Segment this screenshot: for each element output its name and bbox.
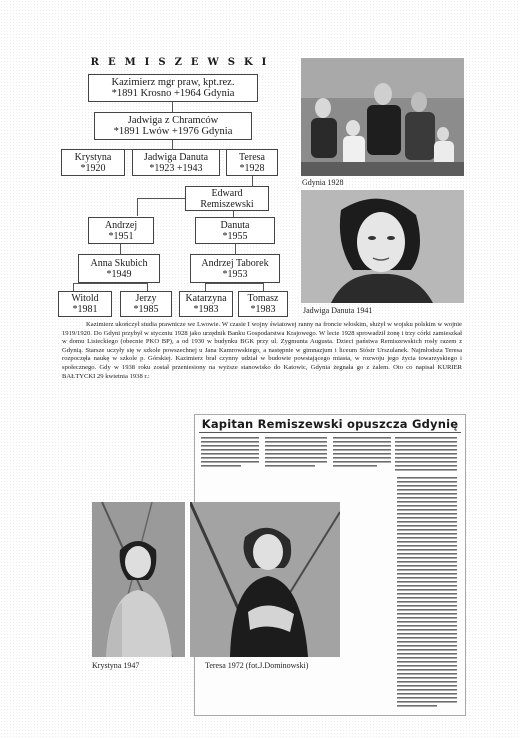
person-name: Krystyna [74,152,112,163]
person-jadwiga [94,112,252,140]
person-kazimierz [88,74,258,102]
caption-krystyna-1947: Krystyna 1947 [92,661,140,670]
caption-jadwiga-danuta-1941: Jadwiga Danuta 1941 [303,306,373,315]
tree-connector [263,283,264,291]
person-andrzej-taborek [190,254,280,283]
person-name: Jadwiga z Chramców [127,115,219,126]
person-dates: *1983 [193,304,219,315]
person-name: Andrzej Taborek [201,258,269,269]
tree-connector [252,176,253,186]
photo-teresa-1972 [190,502,340,657]
headline-rule [199,432,461,433]
person-name: Tomasz [247,293,279,304]
person-anna-skubich [78,254,160,283]
person-danuta [195,217,275,244]
tree-connector [205,283,206,291]
person-dates: *1891 Krosno +1964 Gdynia [111,88,235,99]
tree-connector [73,283,74,291]
person-edward [185,186,269,211]
biography-paragraph: Kazimierz ukończył studia prawnicze we Lwowie. W czasie I wojny światowej ranny na froncie włoskim, służył w wojsku polskim w wojnie 1919/1920. Do Gdyni przybył w styczniu 1928 jako urzędnik Banku Gospodarstwa Krajowego. W lecie 1928 sprowadził żonę i trzy córki zamieszkał w domu Lisieckiego (obecnie PKO BP), a od 1930 w budynku BGK przy ul. Zygmunta Augusta. Dzieci państwa Remiszewskich rosły razem z Gdynią. Starsze uczyły się w szkole powszechnej u Jana Kamrowskiego, a następnie w gimnazjum i liceum Sióstr Urszulanek. Najmłodsza Teresa rozpoczęła naukę w szkole p. Górskiej. Kazimierz brał czynny udział w budowie powstającego miasta, w rozwoju jego życia towarzyskiego i społecznego. Gdy w 1938 roku został przeniesiony na wyższe stanowisko do Katowic, Gdynia żegnała go z żalem. Oto co napisał KURIER BAŁTYCKI 29 kwietnia 1938 r.: [62,321,462,380]
family-photo-1928 [301,58,464,176]
tree-connector [172,140,173,149]
tree-connector [137,198,185,199]
caption-gdynia-1928: Gdynia 1928 [302,178,344,187]
person-dates: *1920 [80,163,106,174]
caption-teresa-1972: Teresa 1972 (fot.J.Dominowski) [205,661,309,670]
tree-connector [147,283,148,291]
tree-connector [235,244,236,254]
person-dates: *1949 [106,269,132,280]
person-dates: *1981 [72,304,98,315]
photo-krystyna-1947 [92,502,185,657]
person-katarzyna [179,291,233,317]
person-name: Danuta [220,220,250,231]
person-name: Witold [71,293,99,304]
person-name: Edward [211,188,243,199]
person-dates: *1983 [250,304,276,315]
tree-connector [120,244,121,254]
person-jerzy [120,291,172,317]
person-dates: *1923 +1943 [149,163,203,174]
person-jadwiga-danuta [132,149,220,176]
person-witold [58,291,112,317]
tree-connector [73,283,148,284]
person-name: Anna Skubich [90,258,148,269]
person-name: Katarzyna [185,293,227,304]
person-name: Jadwiga Danuta [143,152,209,163]
person-dates: *1955 [222,231,248,242]
person-dates: *1928 [239,163,265,174]
person-andrzej [88,217,154,244]
person-name: Jerzy [135,293,157,304]
clipping-headline: Kapitan Remiszewski opuszcza Gdynię [201,417,459,431]
person-dates: *1891 Lwów +1976 Gdynia [113,126,233,137]
family-name-title: REMISZEWSKI [90,57,276,68]
person-dates: *1951 [108,231,134,242]
tree-connector [205,283,264,284]
person-dates: Remiszewski [200,199,254,210]
portrait-jadwiga-danuta-1941 [301,190,464,303]
person-tomasz [238,291,288,317]
tree-connector [137,198,138,216]
person-name: Andrzej [104,220,138,231]
tree-connector [172,102,173,112]
person-krystyna [61,149,125,176]
person-dates: *1985 [133,304,159,315]
person-dates: *1953 [222,269,248,280]
person-name: Kazimierz mgr praw, kpt.rez. [111,77,235,88]
person-teresa [226,149,278,176]
person-name: Teresa [239,152,265,163]
